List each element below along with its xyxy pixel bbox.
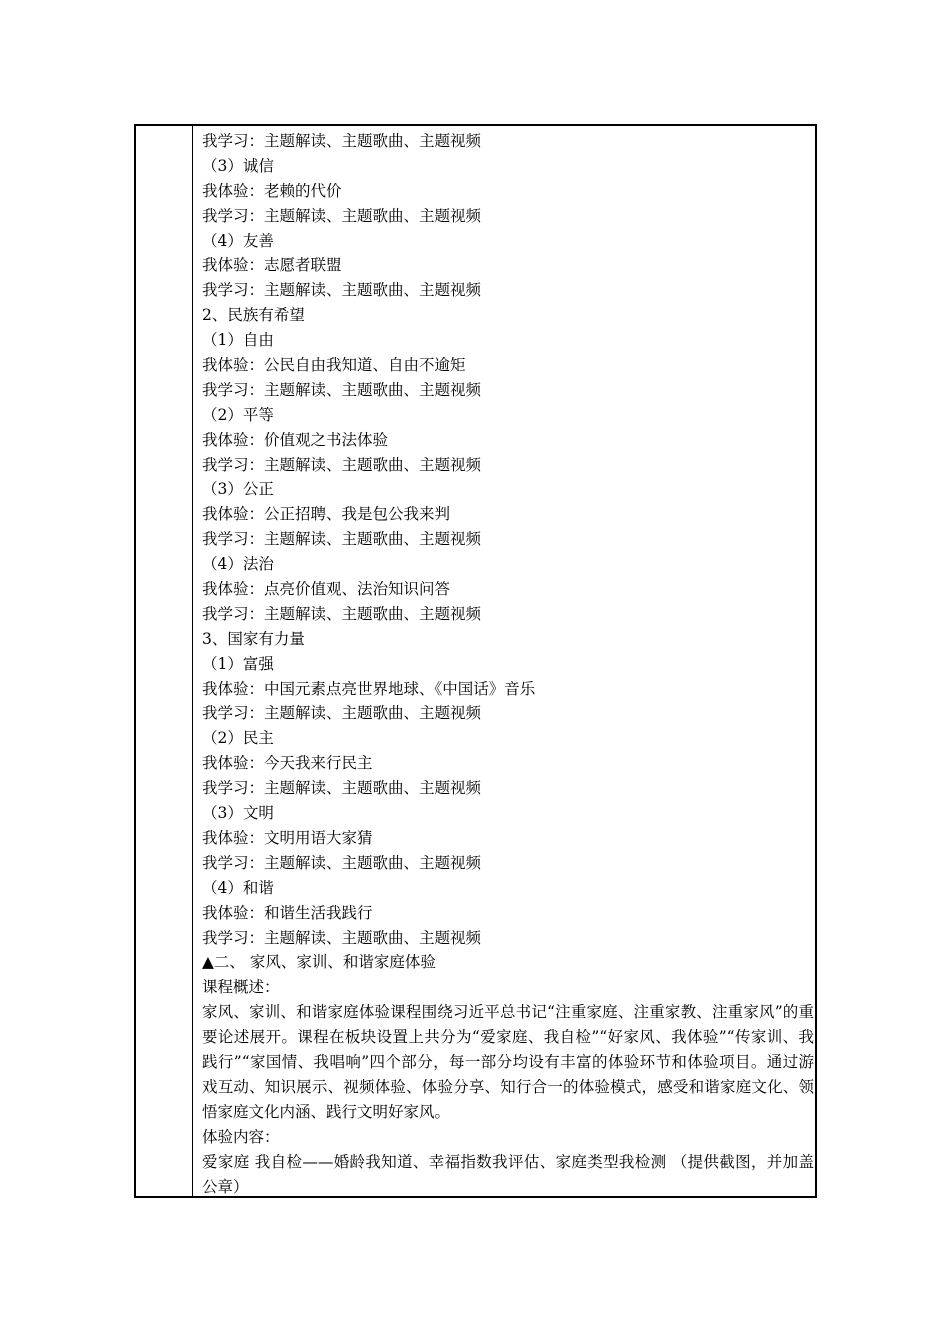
text-line: 我学习：主题解读、主题歌曲、主题视频 (202, 206, 482, 225)
text-line: 课程概述： (202, 978, 280, 997)
text-line: 我体验：和谐生活我践行 (202, 903, 373, 922)
text-line: 我学习：主题解读、主题歌曲、主题视频 (202, 132, 482, 150)
text-line: 我体验：中国元素点亮世界地球、《中国话》音乐 (202, 679, 536, 698)
text-line: 我学习：主题解读、主题歌曲、主题视频 (202, 380, 482, 399)
text-line: （2）民主 (202, 729, 274, 748)
text-line: ▲二、 家风、家训、和谐家庭体验 (202, 953, 436, 972)
text-line: 我体验：公正招聘、我是包公我来判 (202, 505, 451, 524)
text-line: （1）自由 (202, 331, 274, 350)
text-line: 我学习：主题解读、主题歌曲、主题视频 (202, 779, 482, 798)
table-content-cell (202, 129, 814, 1199)
document-table (134, 124, 817, 1198)
text-line: （1）富强 (202, 654, 274, 673)
text-line: 我体验：老赖的代价 (202, 181, 342, 200)
text-line: （3）公正 (202, 480, 274, 499)
text-line: 我学习：主题解读、主题歌曲、主题视频 (202, 530, 482, 549)
text-line: （4）友善 (202, 231, 274, 250)
text-line: （3）文明 (202, 804, 274, 823)
text-line: 我学习：主题解读、主题歌曲、主题视频 (202, 281, 482, 300)
text-line: 我学习：主题解读、主题歌曲、主题视频 (202, 604, 482, 623)
text-line: 我体验：文明用语大家猜 (202, 828, 373, 847)
content-heading: 体验内容： (202, 1127, 280, 1146)
line-list (202, 129, 814, 1000)
text-line: （3）诚信 (202, 156, 274, 175)
content-item-text: 爱家庭 我自检——婚龄我知道、幸福指数我评估、家庭类型我检测 （提供截图，并加盖公章） (202, 1152, 814, 1196)
text-line: 我学习：主题解读、主题歌曲、主题视频 (202, 928, 482, 947)
text-line: 2、民族有希望 (202, 306, 305, 325)
text-line: （2）平等 (202, 405, 274, 424)
text-line: （4）和谐 (202, 878, 274, 897)
text-line: （4）法治 (202, 555, 274, 574)
text-line: 我学习：主题解读、主题歌曲、主题视频 (202, 704, 482, 723)
course-overview-text: 家风、家训、和谐家庭体验课程围绕习近平总书记“注重家庭、注重家教、注重家风”的重要论述展开。课程在板块设置上共分为“爱家庭、我自检”“好家风、我体验”“传家训、我践行”“家国情、我唱响”四个部分，每一部分均设有丰富的体验环节和体验项目。通过游戏互动、知识展示、视频体验、体验分享、知行合一的体验模式，感受和谐家庭文化、领悟家庭文化内涵、践行文明好家风。 (202, 1003, 814, 1121)
text-line: 我体验：今天我来行民主 (202, 754, 373, 773)
text-line: 我体验：志愿者联盟 (202, 256, 342, 275)
text-line: 我体验：价值观之书法体验 (202, 430, 389, 449)
text-line: 我体验：点亮价值观、法治知识问答 (202, 580, 451, 599)
table-left-column (136, 126, 193, 1196)
text-line: 我学习：主题解读、主题歌曲、主题视频 (202, 455, 482, 474)
text-line: 3、国家有力量 (202, 629, 305, 648)
text-line: 我体验：公民自由我知道、自由不逾矩 (202, 356, 466, 375)
text-line: 我学习：主题解读、主题歌曲、主题视频 (202, 853, 482, 872)
